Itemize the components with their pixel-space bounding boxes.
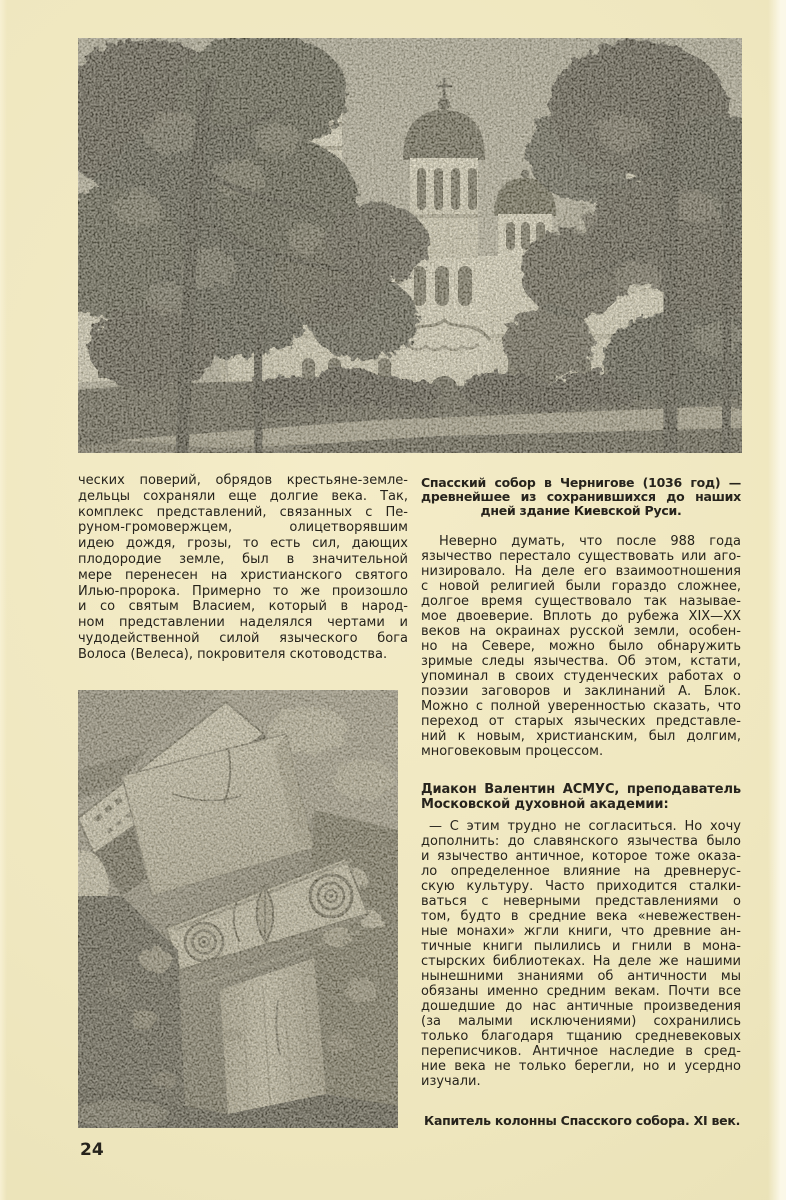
text-line: и язычество античное, которое тоже оказа- [421, 849, 741, 864]
text-line: переход от старых языческих представле- [421, 714, 741, 729]
text-line: — С этим трудно не согласиться. Но хочу [429, 819, 741, 834]
text-line: Спасский собор в Чернигове (1036 год) — [421, 475, 741, 490]
speaker-heading [421, 782, 741, 812]
text-line: стырских библиотеках. На деле же нашими [421, 954, 741, 969]
text-line: тичные книги пылились и гнили в мона- [421, 939, 741, 954]
photo-paper-tint [78, 38, 742, 453]
text-line: Московской духовной академии: [421, 797, 669, 812]
capital-photo-svg [78, 690, 398, 1128]
page-number: 24 [80, 1140, 104, 1160]
text-line: дельцы сохраняли еще долгие века. Так, [78, 488, 408, 504]
paragraph-asmus-reply [421, 819, 741, 1089]
text-line: дней здание Киевской Руси. [480, 503, 682, 518]
text-line: нынешними знаниями об античности мы [421, 969, 741, 984]
text-line: ном представлении наделялся чертами и [78, 615, 408, 631]
text-line: идею дождя, грозы, то есть сил, дающих [78, 536, 408, 552]
page-edge-left [0, 0, 7, 1200]
photo-paper-tint [78, 690, 398, 1128]
text-line: ваться с неверными представлениями о [421, 894, 741, 909]
paragraph-interview-intro [421, 534, 741, 759]
text-line: Неверно думать, что после 988 года [439, 534, 741, 549]
photo-caption-bottom: Капитель колонны Спасского собора. XI век. [424, 1113, 741, 1128]
text-line: том, будто в средние века «невежествен- [421, 909, 741, 924]
text-line: (за малыми исключениями) сохранились [421, 1014, 741, 1029]
text-line: скую культуру. Часто приходится сталки- [421, 879, 741, 894]
text-line: только благодаря тщанию средневековых [421, 1029, 741, 1044]
photo-caption-top [421, 476, 741, 518]
text-line: многовековым процессом. [421, 744, 604, 759]
capital-photo [78, 690, 398, 1128]
text-line: мере перенесен на христианского святого [78, 567, 408, 583]
text-line: и со святым Власием, который в народ- [78, 599, 408, 615]
text-line: долгое время существовало так называе- [421, 594, 741, 609]
text-line: изучали. [421, 1074, 481, 1089]
text-line: но на Севере, можно было обнаружить [421, 639, 741, 654]
text-line: комплекс представлений, связанных с Пе- [78, 504, 408, 520]
text-line: дошедшие до нас античные произведения [421, 999, 741, 1014]
text-line: Илью-пророка. Примерно то же произошло [78, 583, 408, 599]
cathedral-photo [78, 38, 742, 453]
page-edge-right [768, 0, 786, 1200]
text-line: Волоса (Велеса), покровителя скотоводства. [78, 646, 388, 662]
text-line: Можно с полной уверенностью сказать, что [421, 699, 741, 714]
left-column-text [78, 473, 408, 663]
text-line: ческих поверий, обрядов крестьяне-земле- [78, 473, 408, 488]
text-line: древнейшее из сохранившихся до наших [421, 489, 741, 504]
text-line: плодородие земле, был в значительной [78, 551, 408, 567]
text-line: дополнить: до славянского язычества было [421, 834, 741, 849]
text-line: веков на окраинах русской земли, особен- [421, 624, 741, 639]
text-line: низировало. На деле его взаимоотношения [421, 564, 741, 579]
text-line: чудодейственной силой языческого бога [78, 630, 408, 646]
text-line: руном-громовержцем, олицетворявшим [78, 520, 408, 536]
text-line: зримые следы язычества. Об этом, кстати, [421, 654, 741, 669]
text-line: переписчиков. Античное наследие в сред- [421, 1044, 741, 1059]
text-line: с новой религией были гораздо сложнее, [421, 579, 741, 594]
text-line: мое двоеверие. Вплоть до рубежа XIX—XX [421, 609, 741, 624]
text-line: обязаны именно средним векам. Почти все [421, 984, 741, 999]
text-line: ний к новым, христианским, был долгим, [421, 729, 741, 744]
text-line: ние века не только берегли, но и усердно [421, 1059, 741, 1074]
text-line: язычество перестало существовать или аго- [421, 549, 741, 564]
text-line: ные монахи» жгли книги, что древние ан- [421, 924, 741, 939]
cathedral-photo-svg [78, 38, 742, 453]
text-line: поэзии заговоров и заклинаний А. Блок. [421, 684, 741, 699]
text-line: ло определенное влияние на древнерус- [421, 864, 741, 879]
text-line: упоминал в своих студенческих работах о [421, 669, 741, 684]
text-line: Диакон Валентин АСМУС, преподаватель [421, 782, 741, 797]
